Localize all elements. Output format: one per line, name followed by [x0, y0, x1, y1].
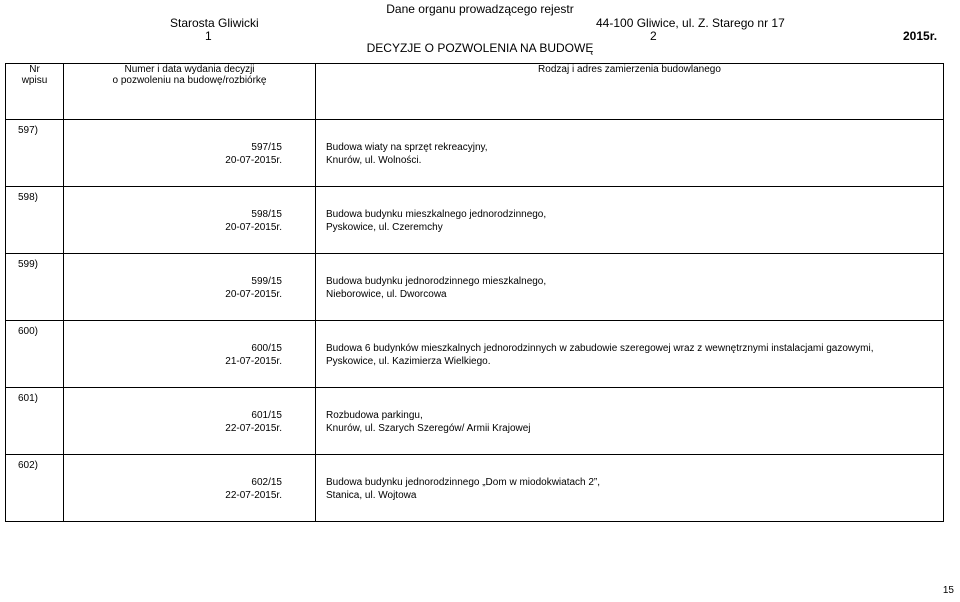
entry-decision-cell — [64, 388, 316, 455]
column-index-1: 1 — [205, 29, 212, 43]
description-line2: Knurów, ul. Szarych Szeregów/ Armii Krajowej — [326, 423, 531, 434]
entry-decision-cell — [64, 120, 316, 187]
decision-date: 22-07-2015r. — [225, 423, 282, 434]
decision-date: 20-07-2015r. — [225, 222, 282, 233]
decision-number: 598/15 — [251, 209, 282, 220]
description-line1: Budowa budynku mieszkalnego jednorodzinnego, — [326, 209, 547, 220]
entry-nr: 599) — [18, 259, 39, 270]
entry-nr-cell — [6, 254, 64, 321]
description-line1: Budowa budynku jednorodzinnego mieszkalnego, — [326, 276, 547, 287]
section-title: DECYZJE O POZWOLENIA NA BUDOWĘ — [366, 41, 594, 55]
header-decision-line1: Numer i data wydania decyzji — [124, 64, 255, 75]
entry-nr-cell — [6, 388, 64, 455]
description-line1: Budowa 6 budynków mieszkalnych jednorodzinnych w zabudowie szeregowej wraz z wewnętrznymi instalacjami gazowymi, — [326, 343, 874, 354]
table-row — [6, 455, 944, 522]
entry-description-cell — [316, 321, 944, 388]
description-line1: Rozbudowa parkingu, — [326, 410, 423, 421]
description-line2: Knurów, ul. Wolności. — [326, 155, 422, 166]
header-purpose: Rodzaj i adres zamierzenia budowlanego — [538, 64, 721, 75]
entry-nr: 597) — [18, 125, 39, 136]
table-header-row — [6, 64, 944, 120]
entry-nr: 602) — [18, 460, 39, 471]
entry-decision-cell — [64, 455, 316, 522]
table-row — [6, 254, 944, 321]
description-line2: Nieborowice, ul. Dworcowa — [326, 289, 447, 300]
entry-decision-cell — [64, 187, 316, 254]
header-nr-line2: wpisu — [21, 75, 48, 86]
decision-register-table — [5, 63, 944, 522]
table-row — [6, 321, 944, 388]
description-line1: Budowa budynku jednorodzinnego „Dom w miodokwiatach 2”, — [326, 477, 601, 488]
entry-nr: 598) — [18, 192, 39, 203]
registry-authority-caption: Dane organu prowadzącego rejestr — [386, 2, 574, 16]
table-row — [6, 120, 944, 187]
decision-number: 597/15 — [251, 142, 282, 153]
description-line2: Pyskowice, ul. Kazimierza Wielkiego. — [326, 356, 491, 367]
entry-description-cell — [316, 388, 944, 455]
decision-date: 21-07-2015r. — [225, 356, 282, 367]
decision-number: 601/15 — [251, 410, 282, 421]
table-row — [6, 388, 944, 455]
entry-decision-cell — [64, 321, 316, 388]
authority-address: 44-100 Gliwice, ul. Z. Starego nr 17 — [596, 16, 785, 30]
entry-nr-cell — [6, 187, 64, 254]
entry-description-cell — [316, 187, 944, 254]
decision-date: 22-07-2015r. — [225, 490, 282, 501]
decision-number: 600/15 — [251, 343, 282, 354]
column-index-2: 2 — [650, 29, 657, 43]
entry-nr: 600) — [18, 326, 39, 337]
authority-name: Starosta Gliwicki — [170, 16, 259, 30]
page-number: 15 — [942, 585, 954, 596]
decision-date: 20-07-2015r. — [225, 289, 282, 300]
description-line2: Stanica, ul. Wojtowa — [326, 490, 417, 501]
decision-date: 20-07-2015r. — [225, 155, 282, 166]
registry-year: 2015r. — [903, 29, 938, 43]
decision-number: 599/15 — [251, 276, 282, 287]
header-nr-line1: Nr — [29, 64, 40, 75]
entry-description-cell — [316, 254, 944, 321]
entry-nr-cell — [6, 120, 64, 187]
entry-nr-cell — [6, 455, 64, 522]
entry-nr-cell — [6, 321, 64, 388]
entry-description-cell — [316, 120, 944, 187]
entry-decision-cell — [64, 254, 316, 321]
header-decision-line2: o pozwoleniu na budowę/rozbiórkę — [112, 75, 267, 86]
header-decision-cell — [64, 64, 316, 120]
header-purpose-cell — [316, 64, 944, 120]
table-row — [6, 187, 944, 254]
decision-number: 602/15 — [251, 477, 282, 488]
description-line1: Budowa wiaty na sprzęt rekreacyjny, — [326, 142, 488, 153]
header-nr-cell — [6, 64, 64, 120]
description-line2: Pyskowice, ul. Czeremchy — [326, 222, 443, 233]
entry-nr: 601) — [18, 393, 39, 404]
entry-description-cell — [316, 455, 944, 522]
